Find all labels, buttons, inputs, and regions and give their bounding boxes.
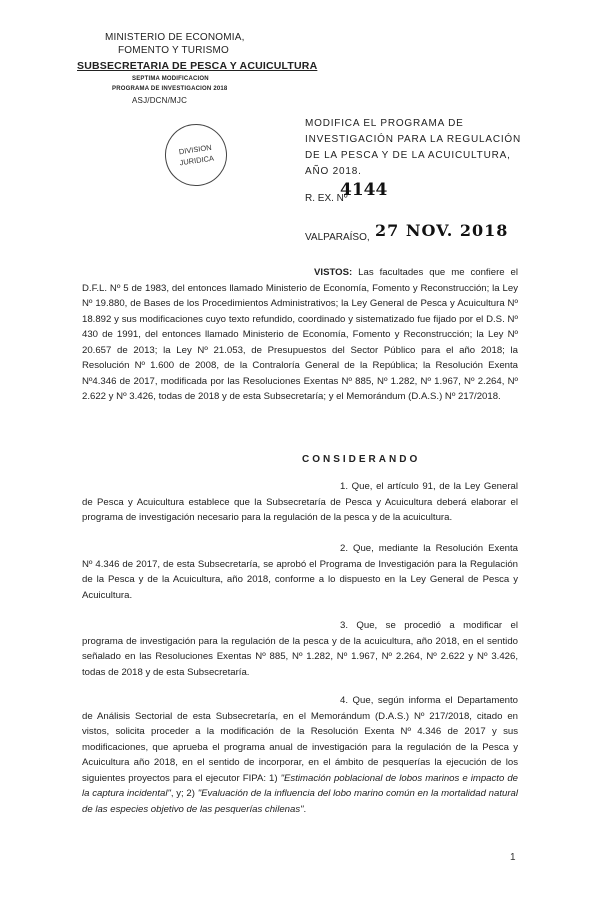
modification-label: SEPTIMA MODIFICACION [132,76,209,82]
subsecretaria-name: SUBSECRETARIA DE PESCA Y ACUICULTURA [77,60,318,72]
ministry-line1: MINISTERIO DE ECONOMIA, [105,32,245,43]
document-title: MODIFICA EL PROGRAMA DE INVESTIGACIÓN PARA LA REGULACIÓN DE LA PESCA Y DE LA ACUICULTURA, AÑO 2018. [305,118,522,177]
resolution-number: 4144 [340,180,388,200]
division-juridica-stamp [161,120,231,190]
vistos-lead: VISTOS: [314,267,353,278]
vistos-text: Las facultades que me confiere el D.F.L. Nº 5 de 1983, del entonces llamado Ministerio de Economía, Fomento y Reconstrucción; la Ley Nº 19.880, de Bases de los Procedimientos Administrativos; la Ley General de Pesca y Acuicultura Nº 18.892 y sus modificaciones cuyo texto refundido, coordinado y sistematizado fue fijado por el D.S. Nº 430 de 1991, del entonces llamado Ministerio de Economía, Fomento y Reconstrucción; la Ley Nº 20.657 de 2013; la Ley Nº 21.053, de Presupuestos del Sector Público para el año 2018; la Resolución Nº 1.600 de 2008, de la Contraloría General de la República; la Resolución Exenta Nº4.346 de 2017, modificada por las Resoluciones Exentas Nº 885, Nº 1.282, Nº 1.967, Nº 2.264, Nº 2.622 y Nº 3.426, todas de 2018 y de esta Subsecretaría; y el Memorándum (D.A.S.) Nº 217/2018. [82,267,519,402]
considerando-item-4: 4. Que, según informa el Departamento de Análisis Sectorial de esta Subsecretaría, en el Memorándum (D.A.S.) Nº 217/2018, citado en vistos, solicita proceder a la modificación de la Resolución Exenta Nº 4.346 de 2017 y sus modificaciones, que aprueba el programa anual de investigación para la regulación de la Pesca y Acuicultura año 2018, en el sentido de incorporar, en el ámbito de pesquerías la ejecución de los siguientes proyectos para el ejecutor FIPA: 1) "Estimación poblacional de lobos marinos e impacto de la captura incidental", y; 2) "Evaluación de la influencia del lobo marino común en la mortalidad natural de las especies objetivo de las pesquerías chilenas". [82,695,518,815]
page-number: 1 [510,852,516,863]
considerando-item-2: 2. Que, mediante la Resolución Exenta Nº 4.346 de 2017, de esta Subsecretaría, se aprobó el Programa de Investigación para la Regulación de la Pesca y de la Acuicultura, año 2018, conforme a lo dispuesto en la Ley General de Pesca y Acuicultura. [82,543,518,601]
vistos-paragraph [82,265,518,405]
project-1-title: "Estimación poblacional de lobos marinos e impacto de la captura incidental" [82,772,518,799]
considerando-item-3: 3. Que, se procedió a modificar el programa de investigación para la regulación de la pesca y de la acuicultura, año 2018, en el sentido señalado en las Resoluciones Exentas Nº 885, Nº 1.282, Nº 1.967, Nº 2.264, Nº 2.622 y Nº 3.426, todas de 2018 y de esta Subsecretaría. [82,620,518,678]
stamp-line2: JURIDICA [179,153,215,168]
stamp-line1: DIVISION [178,142,213,157]
considerando-heading: CONSIDERANDO [302,454,421,465]
reference-code: ASJ/DCN/MJC [132,96,188,105]
resolution-label: R. EX. Nº [305,193,348,204]
place-label: VALPARAÍSO, [305,232,370,243]
considerando-item-1: 1. Que, el artículo 91, de la Ley General de Pesca y Acuicultura establece que la Subsecretaría de Pesca y Acuicultura deberá elaborar el programa de investigación necesario para la regulación de la pesca y de la acuicultura. [82,481,518,523]
program-label: PROGRAMA DE INVESTIGACION 2018 [112,86,228,92]
project-2-title: "Evaluación de la influencia del lobo marino común en la mortalidad natural de las especies objetivo de las pesquerías chilenas" [82,788,518,815]
ministry-line2: FOMENTO Y TURISMO [118,45,230,56]
resolution-date: 27 NOV. 2018 [375,221,509,240]
